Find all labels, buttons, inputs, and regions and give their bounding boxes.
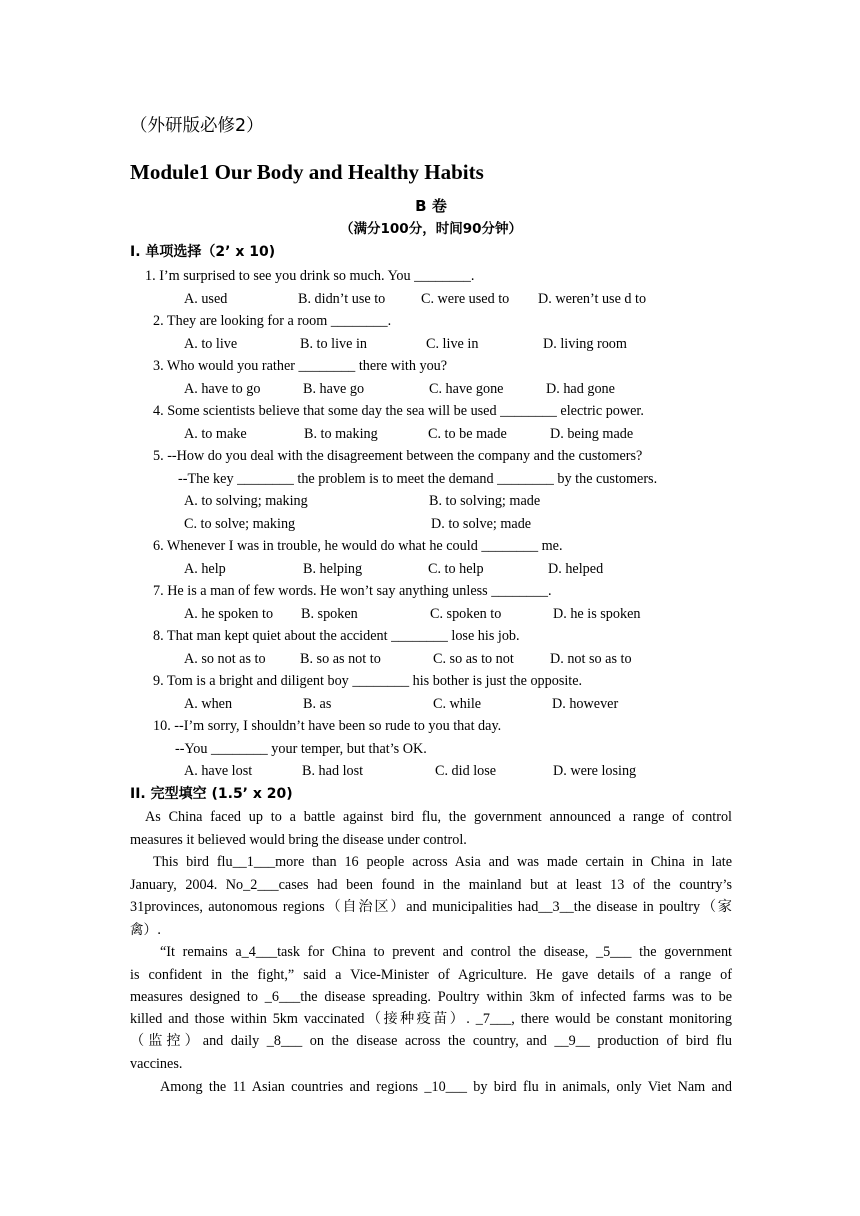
option: C. live in bbox=[426, 336, 479, 352]
passage-line: measures designed to _6___the disease spreading. Poultry within 3km of infected farms was to be bbox=[130, 989, 732, 1005]
option: D. to solve; made bbox=[431, 516, 532, 532]
passage-line: 禽）. bbox=[130, 922, 162, 938]
passage-line: 31provinces, autonomous regions（自治区）and municipalities had__3__the disease in poultry（家 bbox=[130, 899, 732, 915]
passage-line: “It remains a_4___task for China to prevent and control the disease, _5___ the government bbox=[160, 944, 732, 960]
option: A. when bbox=[184, 696, 233, 712]
option: A. have lost bbox=[184, 763, 253, 779]
question-stem: 3. Who would you rather ________ there with you? bbox=[153, 358, 448, 374]
section1-heading: I. 单项选择（2’ x 10) bbox=[130, 244, 276, 260]
option: A. to make bbox=[184, 426, 247, 442]
question-stem: 7. He is a man of few words. He won’t say anything unless ________. bbox=[153, 583, 552, 599]
option: B. spoken bbox=[301, 606, 358, 622]
option: C. spoken to bbox=[430, 606, 502, 622]
option: B. didn’t use to bbox=[298, 291, 386, 307]
question-stem: 1. I’m surprised to see you drink so much. You ________. bbox=[145, 268, 475, 284]
option: D. living room bbox=[543, 336, 627, 352]
option: C. to be made bbox=[428, 426, 507, 442]
option: C. so as to not bbox=[433, 651, 514, 667]
option: C. while bbox=[433, 696, 482, 712]
option: B. to live in bbox=[300, 336, 367, 352]
option: D. helped bbox=[548, 561, 604, 577]
passage-line: vaccines. bbox=[130, 1056, 183, 1072]
option: D. however bbox=[552, 696, 619, 712]
passage-line: （监控）and daily _8___ on the disease across the country, and __9__ production of bird flu bbox=[130, 1033, 732, 1049]
option: A. help bbox=[184, 561, 226, 577]
passage-line: Among the 11 Asian countries and regions _10___ by bird flu in animals, only Viet Nam and bbox=[160, 1079, 732, 1095]
option: D. not so as to bbox=[550, 651, 632, 667]
volume-label: B 卷 bbox=[415, 197, 447, 215]
option: D. weren’t use d to bbox=[538, 291, 647, 307]
module-title: Module1 Our Body and Healthy Habits bbox=[130, 160, 484, 184]
question-stem: 4. Some scientists believe that some day the sea will be used ________ electric power. bbox=[153, 403, 644, 419]
edition-subtitle: （外研版必修2） bbox=[130, 116, 264, 136]
question-stem: 5. --How do you deal with the disagreement between the company and the customers? bbox=[153, 448, 643, 464]
option: C. to solve; making bbox=[184, 516, 296, 532]
option: D. being made bbox=[550, 426, 634, 442]
question-stem-2: --You ________ your temper, but that’s OK. bbox=[175, 741, 427, 757]
option: B. to making bbox=[304, 426, 378, 442]
passage-line: January, 2004. No_2___cases had been found in the mainland but at least 13 of the country’s bbox=[130, 877, 732, 893]
option: B. had lost bbox=[302, 763, 364, 779]
question-stem-2: --The key ________ the problem is to meet the demand ________ by the customers. bbox=[178, 471, 658, 487]
passage-line: As China faced up to a battle against bird flu, the government announced a range of control bbox=[145, 809, 732, 825]
option: B. as bbox=[303, 696, 332, 712]
passage-line: killed and those within 5km vaccinated（接种疫苗）. _7___, there would be constant monitoring bbox=[130, 1011, 732, 1027]
option: A. to live bbox=[184, 336, 238, 352]
section2-heading: II. 完型填空 (1.5’ x 20) bbox=[130, 786, 293, 802]
option: D. had gone bbox=[546, 381, 615, 397]
option: B. so as not to bbox=[300, 651, 381, 667]
question-stem: 9. Tom is a bright and diligent boy ________ his bother is just the opposite. bbox=[153, 673, 583, 689]
option: B. helping bbox=[303, 561, 363, 577]
passage-line: is confident in the fight,” said a Vice-Minister of Agriculture. He gave details of a range of bbox=[130, 967, 732, 983]
option: A. he spoken to bbox=[184, 606, 274, 622]
passage-line: This bird flu__1___more than 16 people across Asia and was made certain in China in late bbox=[153, 854, 732, 870]
option: D. were losing bbox=[553, 763, 637, 779]
option: C. to help bbox=[428, 561, 484, 577]
option: C. have gone bbox=[429, 381, 504, 397]
option: A. used bbox=[184, 291, 228, 307]
question-stem: 10. --I’m sorry, I shouldn’t have been so rude to you that day. bbox=[153, 718, 502, 734]
option: C. did lose bbox=[435, 763, 497, 779]
option: D. he is spoken bbox=[553, 606, 641, 622]
option: A. so not as to bbox=[184, 651, 266, 667]
option: A. to solving; making bbox=[184, 493, 308, 509]
question-stem: 2. They are looking for a room ________. bbox=[153, 313, 392, 329]
score-time-note: （满分100分，时间90分钟） bbox=[340, 221, 522, 237]
question-stem: 6. Whenever I was in trouble, he would do what he could ________ me. bbox=[153, 538, 563, 554]
option: A. have to go bbox=[184, 381, 261, 397]
question-stem: 8. That man kept quiet about the accident ________ lose his job. bbox=[153, 628, 520, 644]
option: C. were used to bbox=[421, 291, 510, 307]
option: B. have go bbox=[303, 381, 365, 397]
option: B. to solving; made bbox=[429, 493, 541, 509]
passage-line: measures it believed would bring the disease under control. bbox=[130, 832, 467, 848]
